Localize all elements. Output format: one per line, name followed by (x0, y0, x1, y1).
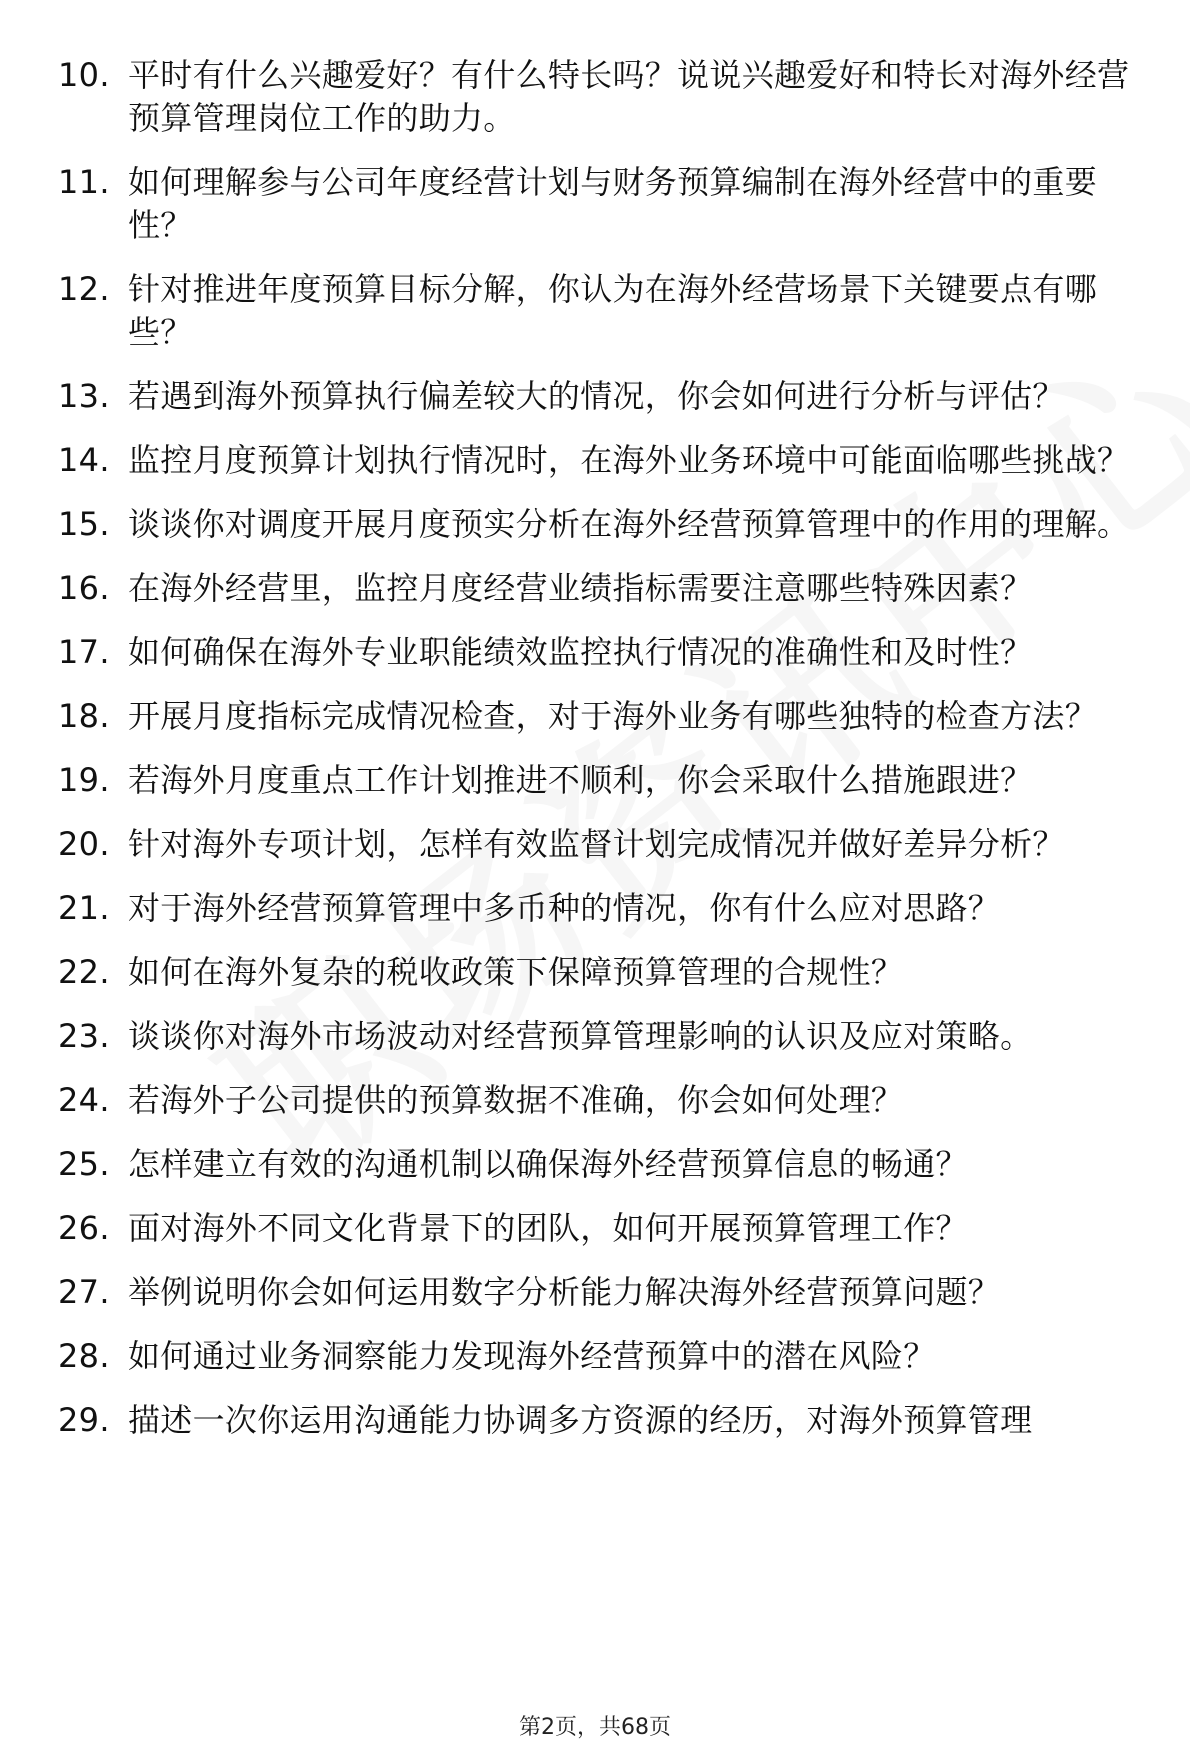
question-text: 举例说明你会如何运用数字分析能力解决海外经营预算问题？ (128, 1273, 1001, 1311)
question-number: 28. (58, 1337, 110, 1375)
question-text: 如何通过业务洞察能力发现海外经营预算中的潜在风险？ (128, 1337, 936, 1375)
question-item (58, 1399, 1148, 1442)
question-item (58, 759, 1148, 802)
question-text: 开展月度指标完成情况检查，对于海外业务有哪些独特的检查方法？ (128, 697, 1098, 735)
question-number: 16. (58, 569, 110, 607)
question-item (58, 1271, 1148, 1314)
question-number: 12. (58, 270, 110, 308)
question-text: 若海外月度重点工作计划推进不顺利，你会采取什么措施跟进？ (128, 761, 1033, 799)
question-number: 21. (58, 889, 110, 927)
question-text: 若遇到海外预算执行偏差较大的情况，你会如何进行分析与评估？ (128, 377, 1065, 415)
page-number: 第2页，共68页 (519, 1715, 671, 1740)
question-text: 怎样建立有效的沟通机制以确保海外经营预算信息的畅通？ (128, 1145, 968, 1183)
question-number: 15. (58, 505, 110, 543)
question-text: 如何确保在海外专业职能绩效监控执行情况的准确性和及时性？ (128, 633, 1033, 671)
question-text: 在海外经营里，监控月度经营业绩指标需要注意哪些特殊因素？ (128, 569, 1033, 607)
question-number: 10. (58, 56, 110, 94)
question-number: 29. (58, 1401, 110, 1439)
question-item (58, 503, 1148, 546)
question-number: 23. (58, 1017, 110, 1055)
question-item (58, 1015, 1148, 1058)
question-list (58, 54, 1148, 1463)
question-item (58, 54, 1148, 140)
question-number: 11. (58, 163, 110, 201)
question-number: 22. (58, 953, 110, 991)
question-item (58, 887, 1148, 930)
question-item (58, 1079, 1148, 1122)
question-item (58, 1335, 1148, 1378)
question-text: 面对海外不同文化背景下的团队，如何开展预算管理工作？ (128, 1209, 968, 1247)
question-item (58, 823, 1148, 866)
question-text: 如何在海外复杂的税收政策下保障预算管理的合规性？ (128, 953, 904, 991)
question-text: 描述一次你运用沟通能力协调多方资源的经历，对海外预算管理 (128, 1401, 1033, 1439)
question-number: 17. (58, 633, 110, 671)
question-text: 平时有什么兴趣爱好？有什么特长吗？说说兴趣爱好和特长对海外经营预算管理岗位工作的助力。 (128, 56, 1130, 137)
question-number: 18. (58, 697, 110, 735)
question-text: 谈谈你对海外市场波动对经营预算管理影响的认识及应对策略。 (128, 1017, 1033, 1055)
question-number: 24. (58, 1081, 110, 1119)
question-number: 27. (58, 1273, 110, 1311)
question-text: 谈谈你对调度开展月度预实分析在海外经营预算管理中的作用的理解。 (128, 505, 1130, 543)
question-item (58, 631, 1148, 674)
question-text: 如何理解参与公司年度经营计划与财务预算编制在海外经营中的重要性？ (128, 163, 1098, 244)
question-item (58, 375, 1148, 418)
question-number: 19. (58, 761, 110, 799)
question-item (58, 1207, 1148, 1250)
question-item (58, 695, 1148, 738)
question-item (58, 951, 1148, 994)
question-text: 针对推进年度预算目标分解，你认为在海外经营场景下关键要点有哪些？ (128, 270, 1098, 351)
question-item (58, 567, 1148, 610)
question-item (58, 439, 1148, 482)
question-item (58, 268, 1148, 354)
question-number: 14. (58, 441, 110, 479)
question-text: 对于海外经营预算管理中多币种的情况，你有什么应对思路？ (128, 889, 1001, 927)
question-item (58, 1143, 1148, 1186)
question-text: 若海外子公司提供的预算数据不准确，你会如何处理？ (128, 1081, 904, 1119)
question-number: 26. (58, 1209, 110, 1247)
question-number: 25. (58, 1145, 110, 1183)
question-item (58, 161, 1148, 247)
question-text: 监控月度预算计划执行情况时，在海外业务环境中可能面临哪些挑战？ (128, 441, 1130, 479)
question-text: 针对海外专项计划，怎样有效监督计划完成情况并做好差异分析？ (128, 825, 1065, 863)
question-number: 13. (58, 377, 110, 415)
page-footer (0, 1714, 1190, 1742)
question-number: 20. (58, 825, 110, 863)
